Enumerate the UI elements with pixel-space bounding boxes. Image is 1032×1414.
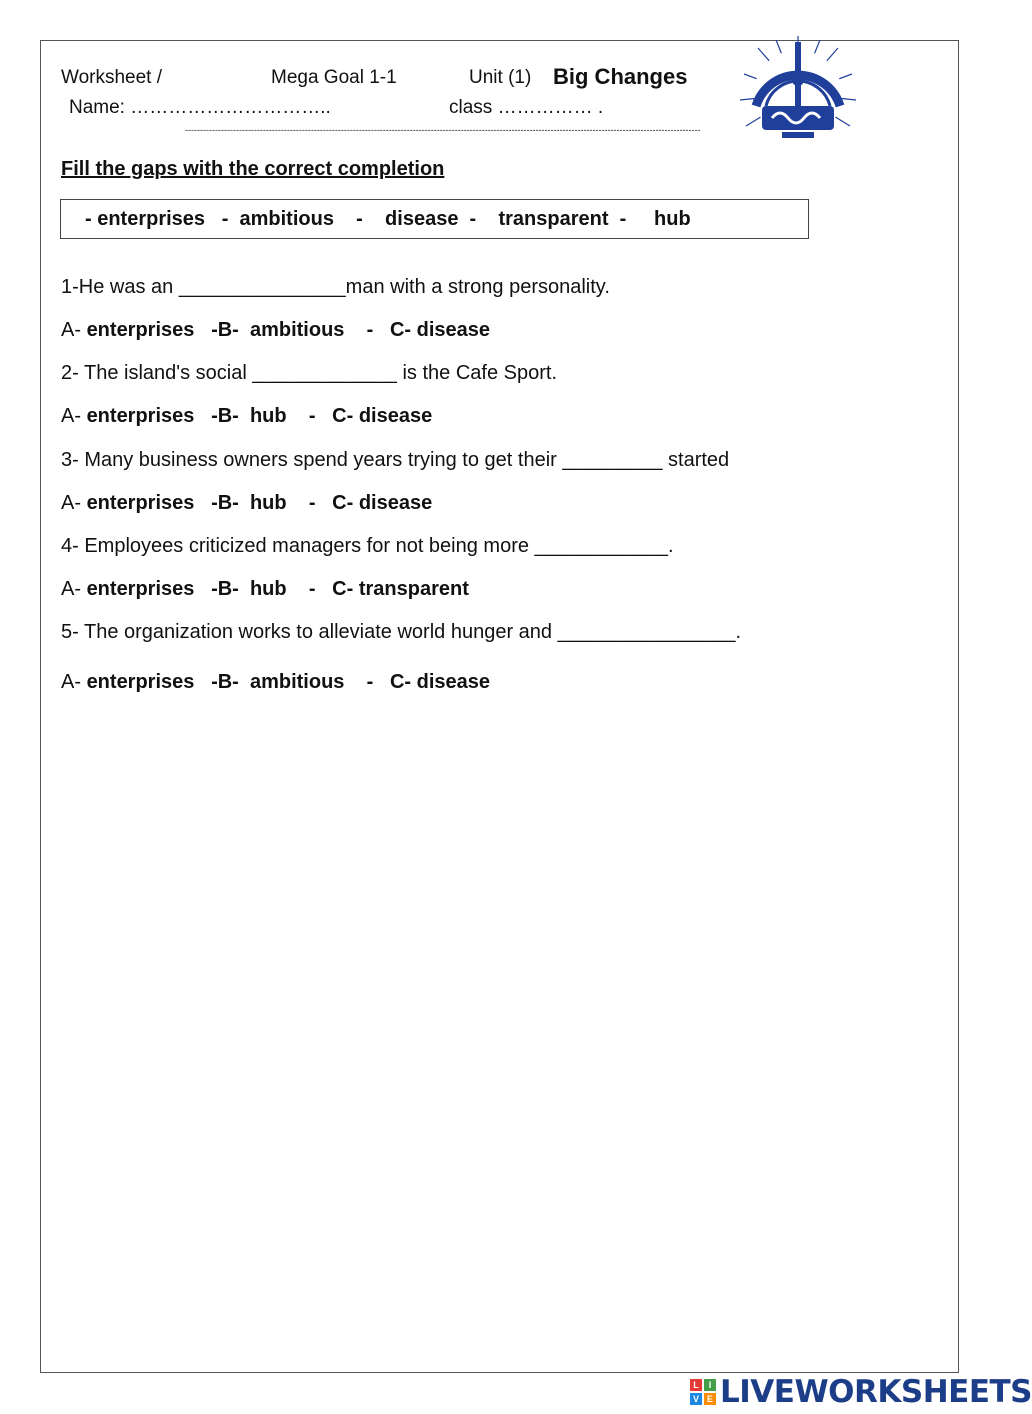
course-label: Mega Goal 1-1 [271, 67, 397, 88]
options-5[interactable]: A- enterprises -B- ambitious - C- disease [61, 671, 491, 693]
unit-title: Big Changes [553, 64, 688, 89]
question-3[interactable]: 3- Many business owners spend years trying to get their _________ started [61, 449, 730, 471]
liveworksheets-brand: LIVEWORKSHEETS [720, 1374, 1032, 1410]
options-2[interactable]: A- enterprises -B- hub - C- disease [61, 405, 433, 427]
liveworksheets-logo[interactable] [690, 1374, 1032, 1410]
instruction-heading: Fill the gaps with the correct completion [61, 158, 445, 180]
page-border [40, 40, 959, 1373]
unit-label: Unit (1) [469, 67, 532, 88]
grid-letter: L [690, 1379, 702, 1391]
question-2[interactable]: 2- The island's social _____________ is the Cafe Sport. [61, 362, 557, 384]
class-field[interactable]: class …………… . [449, 97, 604, 118]
question-5[interactable]: 5- The organization works to alleviate world hunger and ________________. [61, 621, 742, 643]
liveworksheets-grid-icon [690, 1379, 716, 1405]
name-field[interactable]: Name: ………………………….. [69, 97, 331, 118]
options-1[interactable]: A- enterprises -B- ambitious - C- disease [61, 319, 491, 341]
header-separator: ---------------------------------------------------------------------------------------------------------------------------------------------------------------------------- [185, 125, 701, 135]
options-3[interactable]: A- enterprises -B- hub - C- disease [61, 492, 433, 514]
worksheet-label: Worksheet / [61, 67, 163, 88]
options-4[interactable]: A- enterprises -B- hub - C- transparent [61, 578, 469, 600]
grid-letter: E [704, 1393, 716, 1405]
school-logo [738, 34, 858, 146]
grid-letter: V [690, 1393, 702, 1405]
question-1[interactable]: 1-He was an _______________man with a strong personality. [61, 276, 610, 298]
grid-letter: I [704, 1379, 716, 1391]
word-bank: - enterprises - ambitious - disease - transparent - hub [60, 199, 809, 239]
question-4[interactable]: 4- Employees criticized managers for not being more ____________. [61, 535, 674, 557]
